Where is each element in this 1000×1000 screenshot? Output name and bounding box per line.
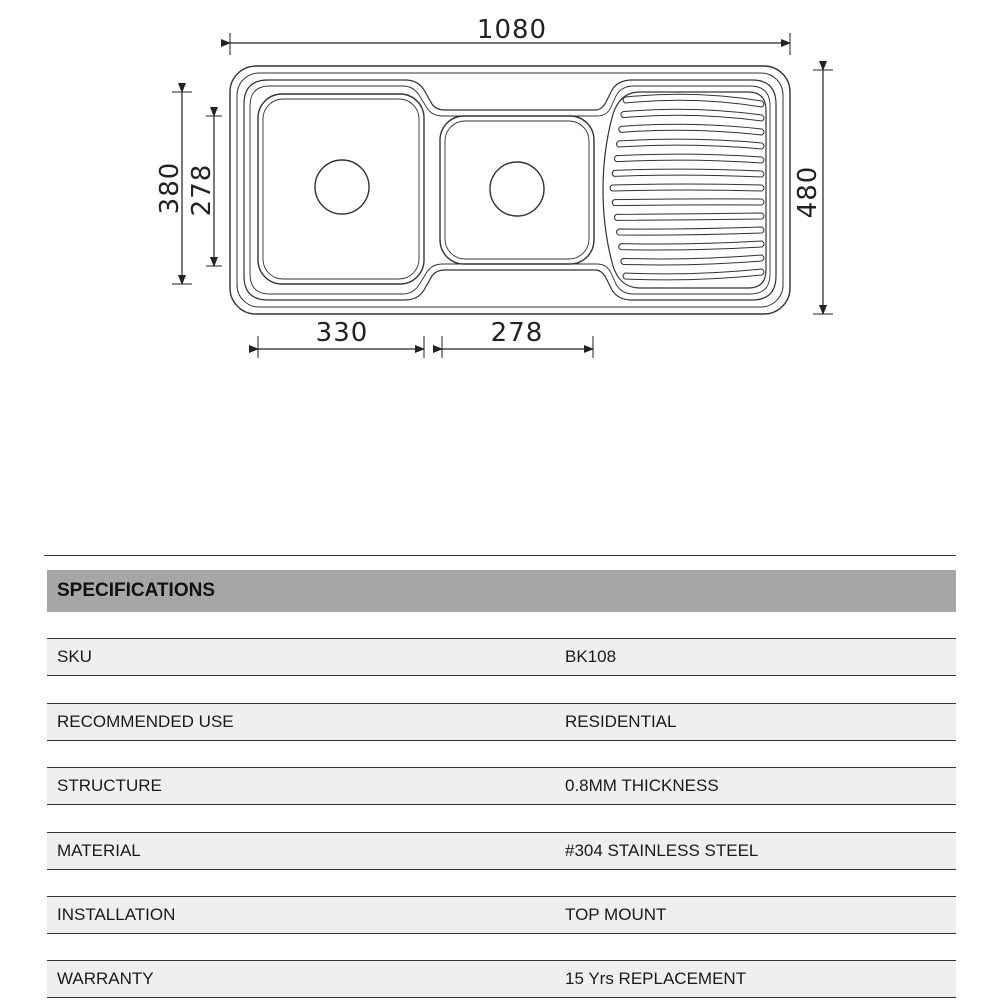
spec-label: STRUCTURE: [57, 776, 162, 795]
small-bowl-drain: [490, 162, 544, 216]
drainer-rib: [617, 139, 765, 149]
sink-technical-drawing: [0, 0, 1000, 380]
drainer-rib: [619, 124, 764, 135]
dim-overall-length: 1080: [476, 15, 548, 45]
spec-value: 0.8MM THICKNESS: [565, 776, 719, 795]
spec-value: 15 Yrs REPLACEMENT: [565, 969, 747, 988]
spec-row-installation: [47, 896, 956, 934]
dim-large-bowl-depth: 380: [155, 161, 185, 215]
drainer-rib: [623, 269, 764, 280]
drainer-rib: [614, 213, 764, 220]
spec-value: #304 STAINLESS STEEL: [565, 841, 759, 860]
dim-small-bowl-length: 278: [490, 318, 544, 348]
spec-value: RESIDENTIAL: [565, 712, 677, 731]
drainer-rib: [621, 109, 764, 121]
spec-row-structure: [47, 767, 956, 805]
drainer-rib: [617, 227, 765, 235]
drainer-rib: [623, 94, 764, 107]
spec-label: RECOMMENDED USE: [57, 712, 234, 731]
spec-label: WARRANTY: [57, 969, 154, 988]
small-bowl-inner: [445, 121, 589, 259]
drainer-rib: [621, 255, 764, 265]
large-bowl: [258, 94, 424, 284]
specifications-heading: SPECIFICATIONS: [57, 580, 215, 601]
spec-row-recommended-use: [47, 703, 956, 741]
spec-row-warranty: [47, 960, 956, 998]
top-divider: [44, 555, 956, 556]
dim-overall-width: 480: [793, 165, 823, 219]
spec-row-sku: [47, 638, 956, 676]
drainer-rib: [614, 154, 764, 163]
large-bowl-drain: [315, 160, 369, 214]
dim-small-bowl-depth: 278: [187, 163, 217, 217]
small-bowl: [440, 116, 594, 264]
drainer-rib: [612, 199, 764, 206]
drainer-ribs: [610, 94, 764, 280]
spec-label: MATERIAL: [57, 841, 141, 860]
drainer-rib: [612, 169, 764, 177]
dim-large-bowl-length: 330: [315, 318, 369, 348]
spec-label: INSTALLATION: [57, 905, 176, 924]
spec-row-material: [47, 832, 956, 870]
large-bowl-inner: [263, 99, 419, 279]
spec-value: TOP MOUNT: [565, 905, 667, 924]
drainer-rib: [619, 241, 764, 250]
spec-label: SKU: [57, 647, 92, 666]
spec-value: BK108: [565, 647, 617, 666]
specifications-header: [47, 570, 956, 612]
drainer-rib: [610, 184, 764, 191]
